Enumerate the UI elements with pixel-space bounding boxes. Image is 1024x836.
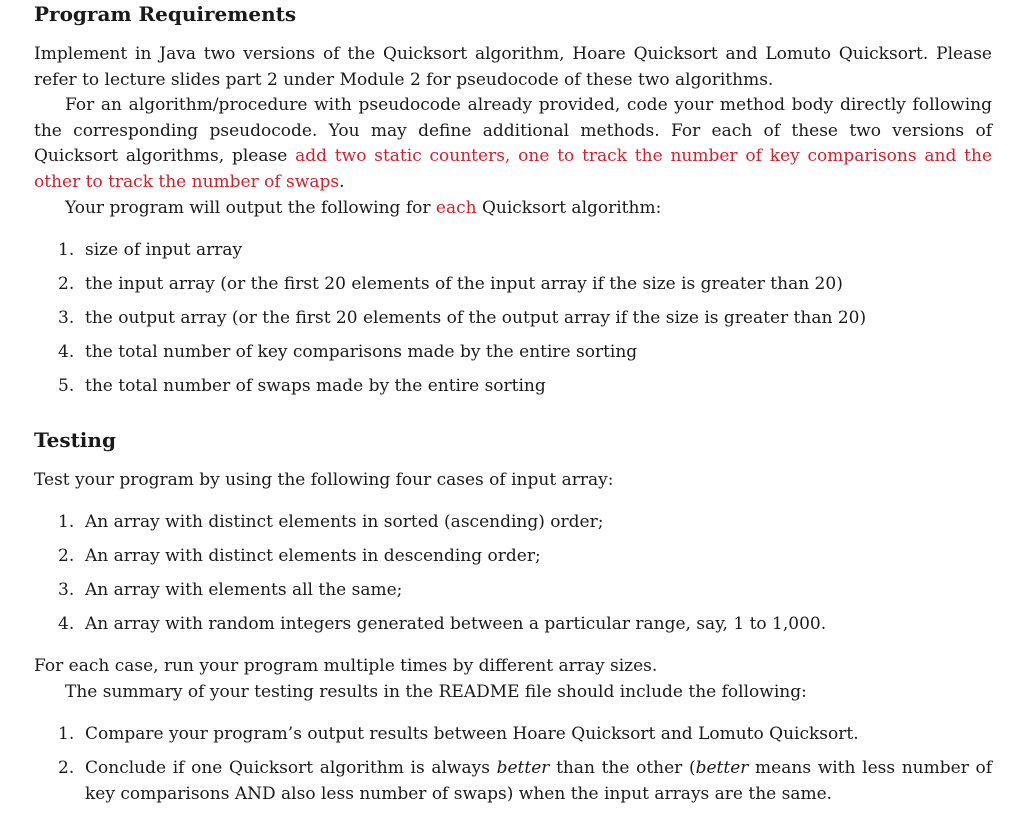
list-item-text: the total number of key comparisons made by the entire sorting xyxy=(85,342,638,362)
list-item xyxy=(34,722,992,748)
pseudocode-text: For an algorithm/procedure with pseudocode already provided, code your method body directly following the corresponding pseudocode. You may define additional methods. For each of these two versions of Quicksort algorithms, please xyxy=(34,95,992,166)
list-number: 1. xyxy=(58,240,75,260)
list-item xyxy=(34,306,992,332)
list-item-text: the output array (or the first 20 elements of the output array if the size is greater than 20) xyxy=(85,308,867,328)
each-highlight: each xyxy=(435,198,477,218)
each-case-paragraph: For each case, run your program multiple times by different array sizes. xyxy=(34,656,658,676)
list-number: 2. xyxy=(58,758,75,778)
list-number: 1. xyxy=(58,512,75,532)
list-item-text: An array with distinct elements in sorted (ascending) order; xyxy=(85,512,604,532)
list-item xyxy=(34,272,992,298)
intro-paragraph: Implement in Java two versions of the Quicksort algorithm, Hoare Quicksort and Lomuto Quicksort. Please refer to lecture slides part 2 under Module 2 for pseudocode of these two algorithms. xyxy=(34,44,992,90)
list-item xyxy=(34,238,992,264)
section-heading-testing: Testing xyxy=(34,428,116,452)
list-item xyxy=(34,578,992,604)
better-emphasis-2: better xyxy=(695,758,749,778)
list-item-text: size of input array xyxy=(85,240,243,260)
pseudocode-paragraph xyxy=(34,93,992,195)
summary-paragraph: The summary of your testing results in the README file should include the following: xyxy=(65,682,807,702)
list-item-text: An array with elements all the same; xyxy=(85,580,403,600)
section-heading-program-requirements: Program Requirements xyxy=(34,2,297,26)
list-item xyxy=(34,612,992,638)
testing-intro-paragraph: Test your program by using the following four cases of input array: xyxy=(34,470,614,490)
list-item xyxy=(34,756,992,807)
output-list xyxy=(34,238,992,400)
list-number: 5. xyxy=(58,376,75,396)
list-item-text: Compare your program’s output results between Hoare Quicksort and Lomuto Quicksort. xyxy=(85,724,859,744)
test-case-list xyxy=(34,510,992,638)
list-number: 2. xyxy=(58,274,75,294)
list-item-text: An array with random integers generated between a particular range, say, 1 to 1,000. xyxy=(85,614,827,634)
conclude-text-mid: than the other ( xyxy=(549,758,696,778)
output-intro-text-end: Quicksort algorithm: xyxy=(476,198,662,218)
list-number: 3. xyxy=(58,308,75,328)
list-item-text: An array with distinct elements in descending order; xyxy=(85,546,541,566)
pseudocode-text-end: . xyxy=(339,171,345,192)
better-emphasis: better xyxy=(496,758,550,778)
list-number: 2. xyxy=(58,546,75,566)
output-intro-text: Your program will output the following for xyxy=(65,198,436,218)
summary-list xyxy=(34,722,992,807)
list-item xyxy=(34,340,992,366)
list-number: 4. xyxy=(58,614,75,634)
list-number: 1. xyxy=(58,724,75,744)
conclude-text: Conclude if one Quicksort algorithm is always xyxy=(85,758,497,778)
list-item xyxy=(34,544,992,570)
static-counters-highlight: add two static counters, one to track the number of key comparisons and the other to track the number of swaps xyxy=(34,146,993,192)
list-item-text: the total number of swaps made by the entire sorting xyxy=(85,376,546,396)
conclude-text-end: means with less number of key comparisons AND also less number of swaps) when the input arrays are the same. xyxy=(85,758,993,804)
list-item xyxy=(34,374,992,400)
list-number: 3. xyxy=(58,580,75,600)
list-item-text: the input array (or the first 20 elements of the input array if the size is greater than 20) xyxy=(85,274,843,294)
list-item xyxy=(34,510,992,536)
output-intro-paragraph xyxy=(34,196,992,222)
list-number: 4. xyxy=(58,342,75,362)
